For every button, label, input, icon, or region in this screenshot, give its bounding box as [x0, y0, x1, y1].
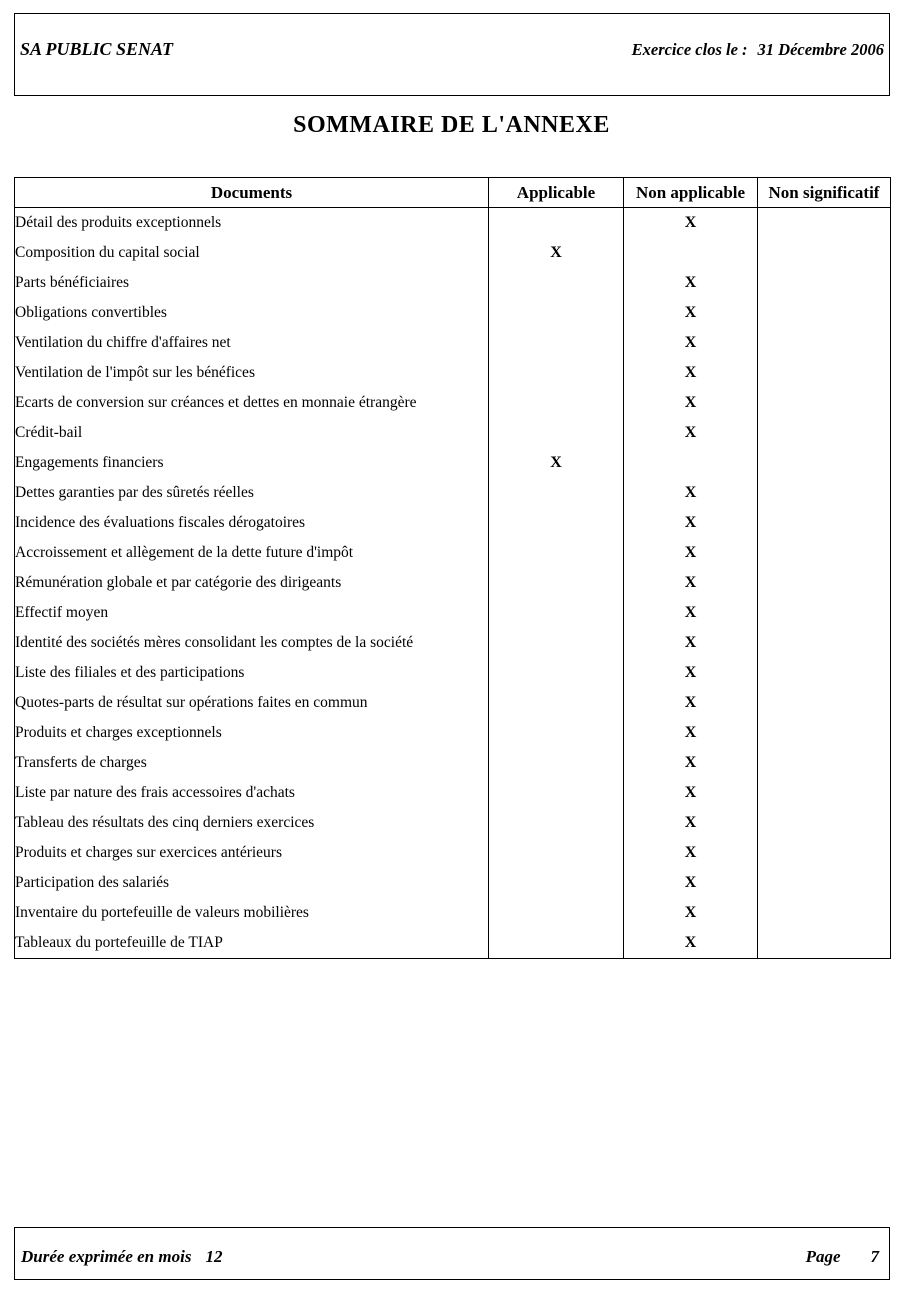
page-header [14, 13, 890, 96]
column-header-applicable: Applicable [489, 178, 624, 208]
non-significatif-mark [758, 478, 891, 508]
exercise-date: 31 Décembre 2006 [757, 39, 884, 59]
non-applicable-mark: X [624, 538, 758, 568]
non-applicable-mark: X [624, 298, 758, 328]
document-label: Accroissement et allègement de la dette future d'impôt [15, 544, 354, 561]
non-applicable-mark: X [624, 208, 758, 239]
applicable-mark [489, 328, 624, 358]
non-applicable-mark [624, 448, 758, 478]
column-header-non-significatif: Non significatif [758, 178, 891, 208]
applicable-mark [489, 268, 624, 298]
document-label: Crédit-bail [15, 424, 83, 441]
document-label: Transferts de charges [15, 754, 147, 771]
table-row [15, 838, 891, 868]
document-label: Quotes-parts de résultat sur opérations faites en commun [15, 694, 368, 711]
applicable-mark [489, 718, 624, 748]
non-applicable-mark: X [624, 898, 758, 928]
table-header-row [15, 178, 891, 208]
applicable-mark [489, 358, 624, 388]
applicable-mark [489, 928, 624, 959]
non-significatif-mark [758, 688, 891, 718]
non-applicable-mark: X [624, 868, 758, 898]
applicable-mark [489, 598, 624, 628]
table-row [15, 508, 891, 538]
non-significatif-mark [758, 238, 891, 268]
non-applicable-mark: X [624, 328, 758, 358]
non-applicable-mark: X [624, 688, 758, 718]
applicable-mark [489, 418, 624, 448]
non-significatif-mark [758, 808, 891, 838]
document-label: Ventilation du chiffre d'affaires net [15, 334, 231, 351]
applicable-mark: X [489, 238, 624, 268]
table-row [15, 268, 891, 298]
non-significatif-mark [758, 748, 891, 778]
table-row [15, 478, 891, 508]
table-row [15, 688, 891, 718]
applicable-mark [489, 748, 624, 778]
applicable-mark [489, 298, 624, 328]
document-label: Liste par nature des frais accessoires d'achats [15, 784, 295, 801]
document-label: Participation des salariés [15, 874, 170, 891]
duration-label: Durée exprimée en mois [21, 1246, 192, 1266]
applicable-mark [489, 688, 624, 718]
non-applicable-mark: X [624, 418, 758, 448]
non-significatif-mark [758, 508, 891, 538]
document-label: Détail des produits exceptionnels [15, 214, 222, 231]
applicable-mark [489, 838, 624, 868]
table-row [15, 658, 891, 688]
exercise-label: Exercice clos le : [631, 39, 748, 59]
document-label: Rémunération globale et par catégorie des dirigeants [15, 574, 342, 591]
non-applicable-mark: X [624, 478, 758, 508]
documents-table-container [14, 177, 891, 959]
column-header-documents: Documents [15, 178, 489, 208]
table-row [15, 928, 891, 959]
applicable-mark [489, 628, 624, 658]
document-label: Liste des filiales et des participations [15, 664, 245, 681]
document-label: Produits et charges sur exercices antérieurs [15, 844, 282, 861]
non-applicable-mark: X [624, 358, 758, 388]
table-row [15, 718, 891, 748]
non-significatif-mark [758, 898, 891, 928]
non-significatif-mark [758, 778, 891, 808]
non-applicable-mark: X [624, 718, 758, 748]
non-applicable-mark: X [624, 808, 758, 838]
non-applicable-mark: X [624, 568, 758, 598]
non-significatif-mark [758, 358, 891, 388]
non-applicable-mark: X [624, 268, 758, 298]
non-significatif-mark [758, 538, 891, 568]
non-applicable-mark [624, 238, 758, 268]
duration-value: 12 [205, 1246, 223, 1266]
page-title: SOMMAIRE DE L'ANNEXE [293, 112, 610, 138]
document-label: Identité des sociétés mères consolidant les comptes de la société [15, 634, 414, 651]
applicable-mark: X [489, 448, 624, 478]
non-significatif-mark [758, 718, 891, 748]
applicable-mark [489, 898, 624, 928]
non-significatif-mark [758, 418, 891, 448]
table-row [15, 328, 891, 358]
document-label: Produits et charges exceptionnels [15, 724, 222, 741]
table-row [15, 748, 891, 778]
non-significatif-mark [758, 838, 891, 868]
applicable-mark [489, 478, 624, 508]
non-significatif-mark [758, 568, 891, 598]
table-row [15, 238, 891, 268]
document-label: Tableaux du portefeuille de TIAP [15, 934, 223, 951]
exercise-close-date [632, 40, 884, 60]
non-significatif-mark [758, 448, 891, 478]
page-info [806, 1247, 879, 1267]
non-significatif-mark [758, 268, 891, 298]
applicable-mark [489, 208, 624, 239]
page-number: 7 [870, 1246, 879, 1266]
document-label: Incidence des évaluations fiscales dérogatoires [15, 514, 306, 531]
page-footer [14, 1227, 890, 1280]
non-significatif-mark [758, 928, 891, 959]
table-row [15, 208, 891, 239]
non-applicable-mark: X [624, 838, 758, 868]
table-row [15, 628, 891, 658]
non-applicable-mark: X [624, 628, 758, 658]
non-significatif-mark [758, 598, 891, 628]
non-applicable-mark: X [624, 928, 758, 959]
non-applicable-mark: X [624, 778, 758, 808]
document-label: Dettes garanties par des sûretés réelles [15, 484, 254, 501]
document-label: Ecarts de conversion sur créances et dettes en monnaie étrangère [15, 394, 417, 411]
non-applicable-mark: X [624, 598, 758, 628]
document-label: Parts bénéficiaires [15, 274, 130, 291]
non-significatif-mark [758, 868, 891, 898]
non-applicable-mark: X [624, 508, 758, 538]
non-significatif-mark [758, 658, 891, 688]
table-row [15, 358, 891, 388]
non-significatif-mark [758, 328, 891, 358]
table-row [15, 778, 891, 808]
non-applicable-mark: X [624, 658, 758, 688]
table-row [15, 598, 891, 628]
table-row [15, 568, 891, 598]
applicable-mark [489, 808, 624, 838]
applicable-mark [489, 508, 624, 538]
document-label: Tableau des résultats des cinq derniers exercices [15, 814, 315, 831]
table-row [15, 388, 891, 418]
documents-table [14, 177, 891, 959]
non-significatif-mark [758, 628, 891, 658]
table-row [15, 808, 891, 838]
applicable-mark [489, 538, 624, 568]
document-label: Composition du capital social [15, 244, 200, 261]
non-applicable-mark: X [624, 748, 758, 778]
table-row [15, 868, 891, 898]
duration-info [21, 1247, 222, 1267]
applicable-mark [489, 868, 624, 898]
non-significatif-mark [758, 208, 891, 239]
page-label: Page [805, 1246, 841, 1266]
applicable-mark [489, 658, 624, 688]
document-label: Ventilation de l'impôt sur les bénéfices [15, 364, 255, 381]
table-row [15, 298, 891, 328]
table-row [15, 418, 891, 448]
applicable-mark [489, 568, 624, 598]
document-label: Inventaire du portefeuille de valeurs mobilières [15, 904, 309, 921]
document-label: Engagements financiers [15, 454, 164, 471]
table-row [15, 448, 891, 478]
document-label: Obligations convertibles [15, 304, 167, 321]
non-applicable-mark: X [624, 388, 758, 418]
table-row [15, 898, 891, 928]
column-header-non-applicable: Non applicable [624, 178, 758, 208]
table-row [15, 538, 891, 568]
documents-table-body [15, 208, 891, 959]
applicable-mark [489, 388, 624, 418]
document-label: Effectif moyen [15, 604, 109, 621]
company-name: SA PUBLIC SENAT [20, 39, 174, 59]
applicable-mark [489, 778, 624, 808]
non-significatif-mark [758, 298, 891, 328]
non-significatif-mark [758, 388, 891, 418]
